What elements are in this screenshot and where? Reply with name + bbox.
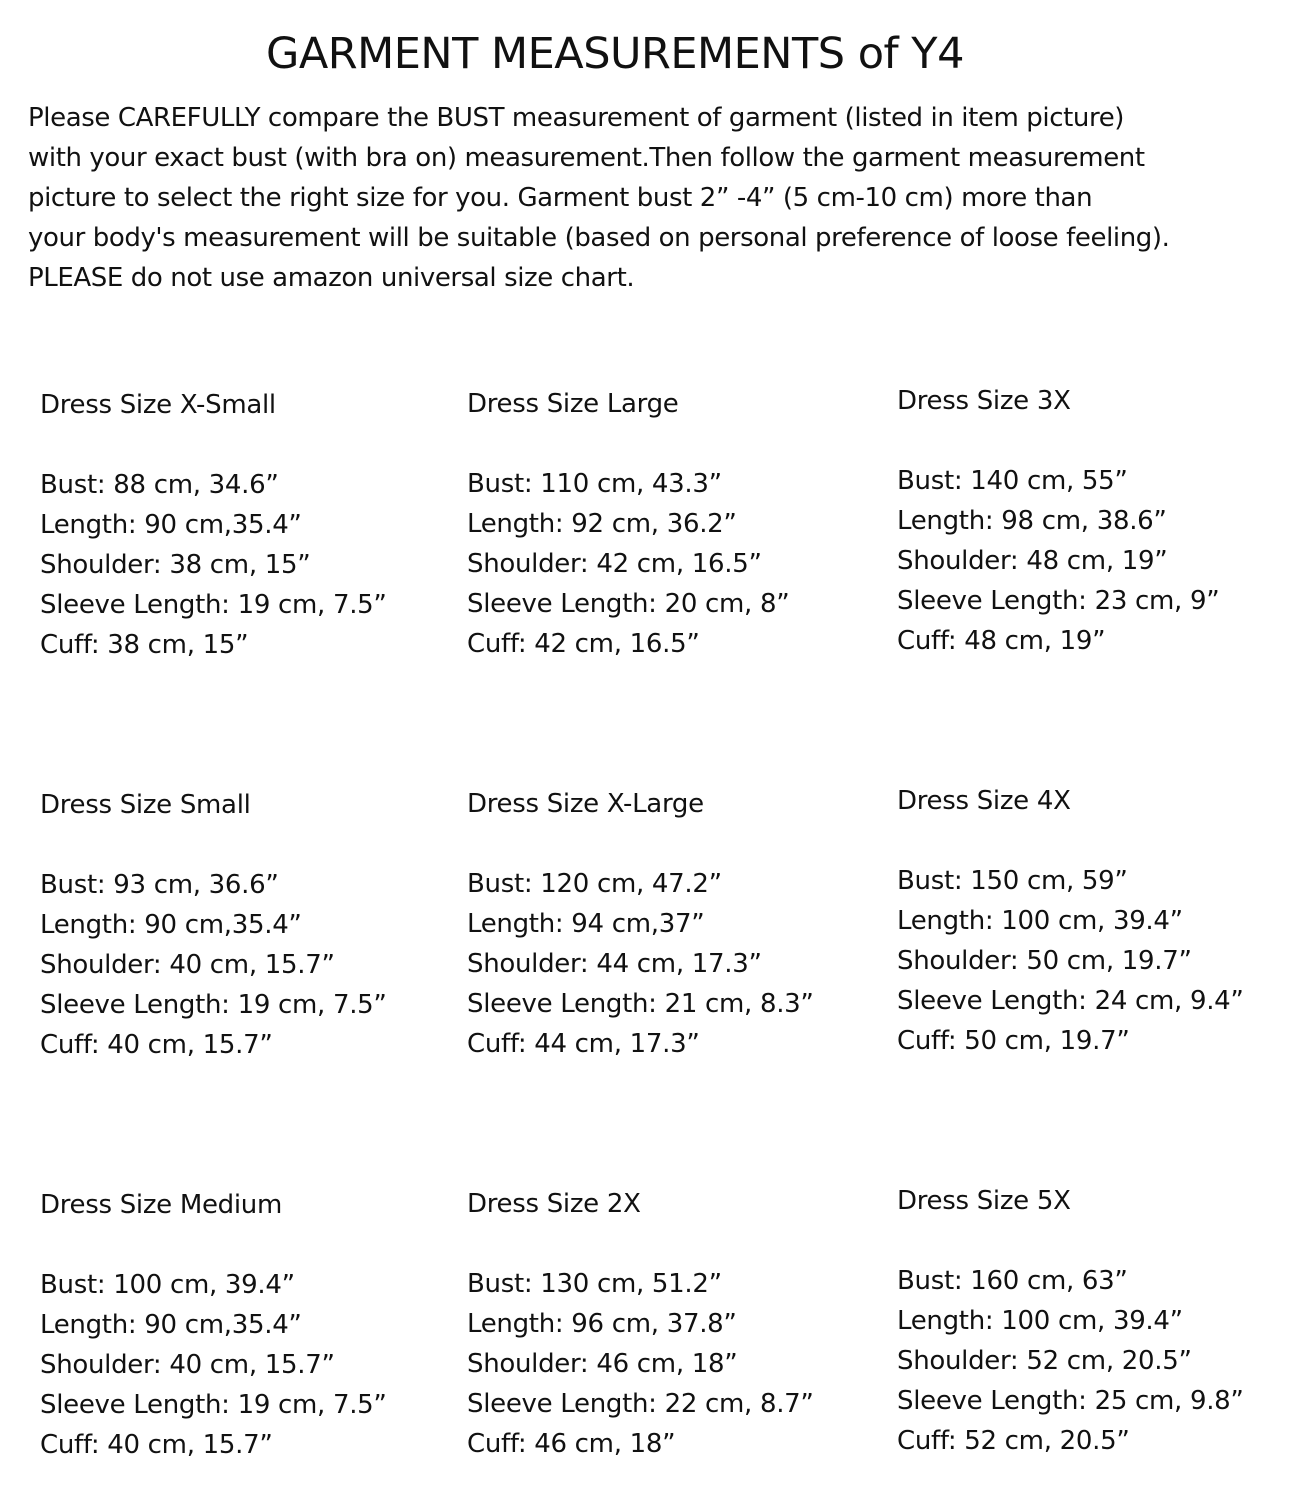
- length-measurement: Length: 96 cm, 37.8”: [467, 1309, 737, 1339]
- cuff-measurement: Cuff: 42 cm, 16.5”: [467, 629, 700, 659]
- bust-measurement: Bust: 88 cm, 34.6”: [40, 470, 279, 500]
- size-block-small: [40, 785, 440, 1065]
- length-measurement: Length: 94 cm,37”: [467, 909, 705, 939]
- length-measurement: Length: 92 cm, 36.2”: [467, 509, 737, 539]
- shoulder-measurement: Shoulder: 40 cm, 15.7”: [40, 950, 335, 980]
- size-heading: Dress Size X-Large: [467, 789, 704, 819]
- bust-measurement: Bust: 110 cm, 43.3”: [467, 469, 722, 499]
- bust-measurement: Bust: 130 cm, 51.2”: [467, 1269, 722, 1299]
- intro-line: picture to select the right size for you. Garment bust 2” -4” (5 cm-10 cm) more than: [28, 183, 1093, 213]
- shoulder-measurement: Shoulder: 44 cm, 17.3”: [467, 949, 762, 979]
- size-heading: Dress Size Medium: [40, 1190, 282, 1220]
- size-heading: Dress Size 5X: [897, 1186, 1071, 1216]
- intro-line: with your exact bust (with bra on) measurement.Then follow the garment measurement: [28, 143, 1145, 173]
- sleeve-length-measurement: Sleeve Length: 23 cm, 9”: [897, 586, 1220, 616]
- shoulder-measurement: Shoulder: 42 cm, 16.5”: [467, 549, 762, 579]
- intro-paragraph: [28, 98, 1293, 298]
- sleeve-length-measurement: Sleeve Length: 19 cm, 7.5”: [40, 990, 387, 1020]
- bust-measurement: Bust: 160 cm, 63”: [897, 1266, 1128, 1296]
- size-block-4x: [897, 781, 1297, 1061]
- size-block-3x: [897, 381, 1297, 661]
- size-heading: Dress Size Large: [467, 389, 679, 419]
- size-block-x-small: [40, 385, 440, 665]
- shoulder-measurement: Shoulder: 40 cm, 15.7”: [40, 1350, 335, 1380]
- sleeve-length-measurement: Sleeve Length: 19 cm, 7.5”: [40, 1390, 387, 1420]
- shoulder-measurement: Shoulder: 46 cm, 18”: [467, 1349, 738, 1379]
- shoulder-measurement: Shoulder: 38 cm, 15”: [40, 550, 311, 580]
- bust-measurement: Bust: 100 cm, 39.4”: [40, 1270, 295, 1300]
- sleeve-length-measurement: Sleeve Length: 19 cm, 7.5”: [40, 590, 387, 620]
- size-block-2x: [467, 1184, 867, 1464]
- intro-line: PLEASE do not use amazon universal size chart.: [28, 263, 635, 293]
- intro-line: your body's measurement will be suitable (based on personal preference of loose feeling).: [28, 223, 1170, 253]
- sleeve-length-measurement: Sleeve Length: 25 cm, 9.8”: [897, 1386, 1244, 1416]
- length-measurement: Length: 90 cm,35.4”: [40, 510, 302, 540]
- size-block-5x: [897, 1181, 1297, 1461]
- cuff-measurement: Cuff: 44 cm, 17.3”: [467, 1029, 700, 1059]
- size-heading: Dress Size 3X: [897, 386, 1071, 416]
- length-measurement: Length: 100 cm, 39.4”: [897, 906, 1183, 936]
- size-block-medium: [40, 1185, 440, 1465]
- sleeve-length-measurement: Sleeve Length: 22 cm, 8.7”: [467, 1389, 814, 1419]
- bust-measurement: Bust: 150 cm, 59”: [897, 866, 1128, 896]
- size-heading: Dress Size 4X: [897, 786, 1071, 816]
- cuff-measurement: Cuff: 40 cm, 15.7”: [40, 1030, 273, 1060]
- length-measurement: Length: 90 cm,35.4”: [40, 910, 302, 940]
- length-measurement: Length: 98 cm, 38.6”: [897, 506, 1167, 536]
- cuff-measurement: Cuff: 46 cm, 18”: [467, 1429, 676, 1459]
- cuff-measurement: Cuff: 40 cm, 15.7”: [40, 1430, 273, 1460]
- page-title: GARMENT MEASUREMENTS of Y4: [266, 29, 964, 79]
- size-block-x-large: [467, 784, 867, 1064]
- shoulder-measurement: Shoulder: 48 cm, 19”: [897, 546, 1168, 576]
- sleeve-length-measurement: Sleeve Length: 21 cm, 8.3”: [467, 989, 814, 1019]
- bust-measurement: Bust: 93 cm, 36.6”: [40, 870, 279, 900]
- sleeve-length-measurement: Sleeve Length: 20 cm, 8”: [467, 589, 790, 619]
- bust-measurement: Bust: 120 cm, 47.2”: [467, 869, 722, 899]
- cuff-measurement: Cuff: 48 cm, 19”: [897, 626, 1106, 656]
- intro-line: Please CAREFULLY compare the BUST measurement of garment (listed in item picture): [28, 103, 1125, 133]
- length-measurement: Length: 90 cm,35.4”: [40, 1310, 302, 1340]
- sleeve-length-measurement: Sleeve Length: 24 cm, 9.4”: [897, 986, 1244, 1016]
- size-heading: Dress Size Small: [40, 790, 251, 820]
- cuff-measurement: Cuff: 52 cm, 20.5”: [897, 1426, 1130, 1456]
- bust-measurement: Bust: 140 cm, 55”: [897, 466, 1128, 496]
- cuff-measurement: Cuff: 50 cm, 19.7”: [897, 1026, 1130, 1056]
- cuff-measurement: Cuff: 38 cm, 15”: [40, 630, 249, 660]
- size-heading: Dress Size X-Small: [40, 390, 276, 420]
- shoulder-measurement: Shoulder: 50 cm, 19.7”: [897, 946, 1192, 976]
- size-block-large: [467, 384, 867, 664]
- shoulder-measurement: Shoulder: 52 cm, 20.5”: [897, 1346, 1192, 1376]
- size-heading: Dress Size 2X: [467, 1189, 641, 1219]
- length-measurement: Length: 100 cm, 39.4”: [897, 1306, 1183, 1336]
